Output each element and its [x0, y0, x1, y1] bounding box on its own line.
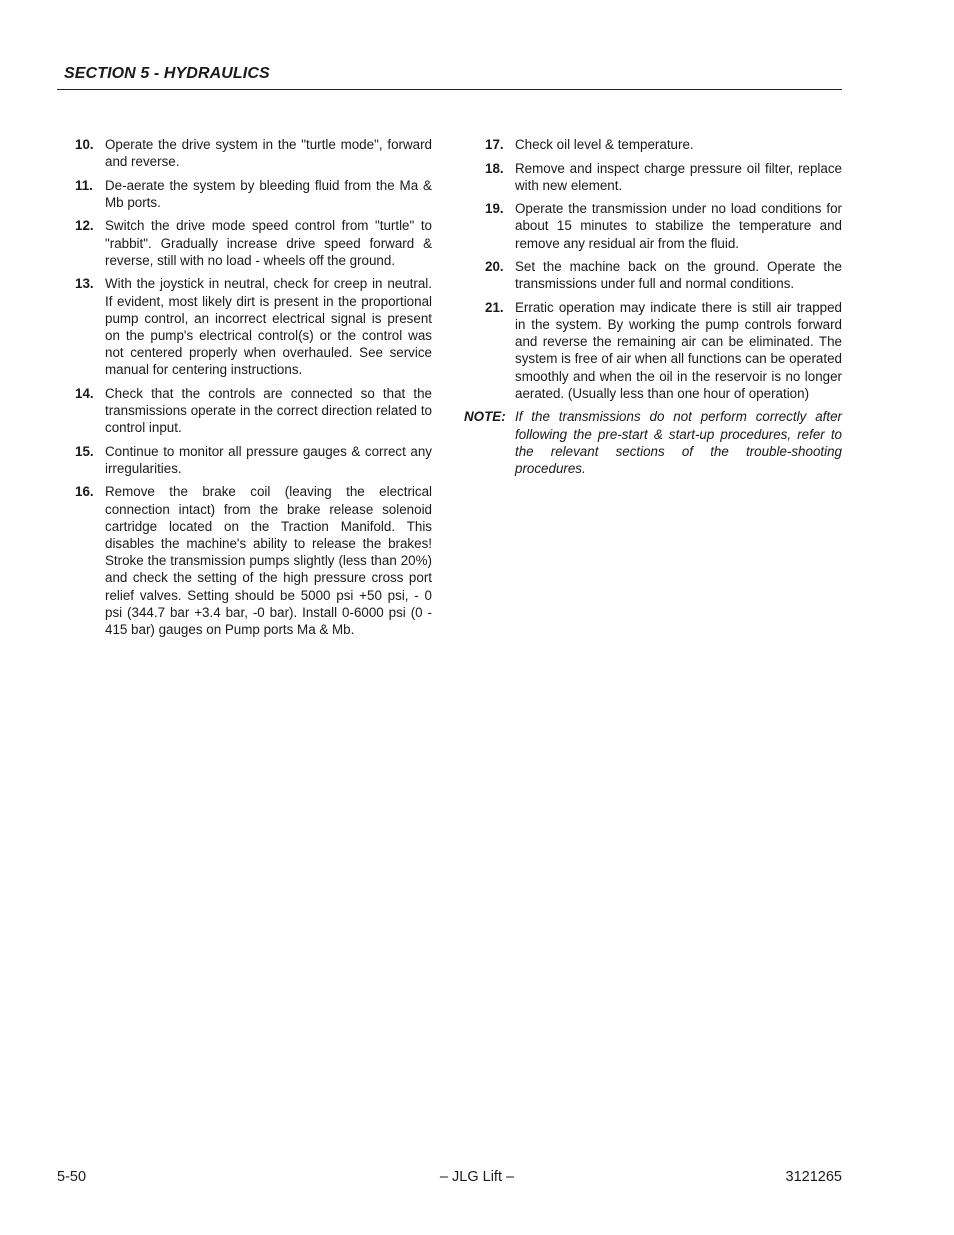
step-item — [464, 258, 842, 292]
step-number: 16. — [75, 484, 94, 500]
step-text: De-aerate the system by bleeding fluid from the Ma & Mb ports. — [105, 177, 432, 210]
page-number: 5-50 — [57, 1169, 87, 1185]
footer-brand: – JLG Lift – — [439, 1169, 515, 1185]
right-column — [464, 136, 842, 477]
step-number: 13. — [75, 276, 94, 292]
step-number: 11. — [75, 177, 93, 193]
step-text: Check oil level & temperature. — [515, 137, 694, 152]
step-number: 21. — [485, 299, 504, 315]
step-number: 14. — [75, 385, 94, 401]
step-item — [464, 136, 842, 153]
section-title: SECTION 5 - HYDRAULICS — [64, 65, 270, 82]
note-block — [464, 408, 842, 477]
step-item — [464, 160, 842, 194]
left-column — [64, 136, 432, 645]
step-number: 17. — [485, 137, 504, 152]
step-text: Check that the controls are connected so that the transmissions operate in the correct direction related to control input. — [105, 385, 432, 436]
step-text: Remove and inspect charge pressure oil filter, replace with new element. — [515, 160, 842, 193]
note-label: NOTE: — [464, 409, 506, 425]
step-item — [464, 200, 842, 252]
step-text: Switch the drive mode speed control from "turtle" to "rabbit". Gradually increase drive speed forward & reverse, still with no load - wheels off the ground. — [105, 218, 432, 268]
step-number: 15. — [75, 443, 94, 459]
step-number: 19. — [485, 201, 504, 217]
step-text: Erratic operation may indicate there is still air trapped in the system. By working the pump controls forward and reverse the remaining air can be eliminated. The system is free of air when all functions can be operated smoothly and when the oil in the reservoir is no longer aerated. (Usually less than one hour of operation) — [515, 299, 842, 401]
step-number: 18. — [485, 160, 504, 176]
left-step-list — [64, 136, 432, 638]
step-text: Remove the brake coil (leaving the electrical connection intact) from the brake release solenoid cartridge located on the Traction Manifold. This disables the machine's ability to release the brakes! Stroke the transmission pumps slightly (less than 20%) and check the setting of the high pressure cross port relief valves. Setting should be 5000 psi +50 psi, - 0 psi (344.7 bar +3.4 bar, -0 bar). Install 0-6000 psi (0 - 415 bar) gauges on Pump ports Ma & Mb. — [105, 484, 432, 638]
step-text: Continue to monitor all pressure gauges & correct any irregularities. — [105, 443, 432, 476]
step-item — [464, 299, 842, 402]
step-text: With the joystick in neutral, check for creep in neutral. If evident, most likely dirt is present in the proportional pump control, an incorrect electrical signal is present on the pump's electrical control(s) or the control was not centered properly when overhauled. See service manual for centering instructions. — [105, 276, 432, 378]
step-item — [64, 177, 432, 211]
step-number: 12. — [75, 218, 94, 234]
step-item — [64, 443, 432, 477]
step-text: Operate the drive system in the "turtle mode", forward and reverse. — [105, 137, 432, 170]
step-item — [64, 385, 432, 437]
step-text: Operate the transmission under no load conditions for about 15 minutes to stabilize the temperature and remove any residual air from the fluid. — [515, 201, 842, 251]
right-step-list — [464, 136, 842, 402]
step-number: 10. — [75, 137, 94, 152]
note-text: If the transmissions do not perform correctly after following the pre-start & start-up procedures, refer to the relevant sections of the trouble-shooting procedures. — [515, 409, 842, 476]
step-text: Set the machine back on the ground. Operate the transmissions under full and normal conditions. — [515, 259, 842, 292]
step-item — [64, 136, 432, 170]
step-item — [64, 483, 432, 638]
document-number: 3121265 — [785, 1169, 842, 1185]
step-number: 20. — [485, 259, 504, 275]
step-item — [64, 275, 432, 378]
step-item — [64, 217, 432, 269]
header-divider — [57, 89, 842, 90]
